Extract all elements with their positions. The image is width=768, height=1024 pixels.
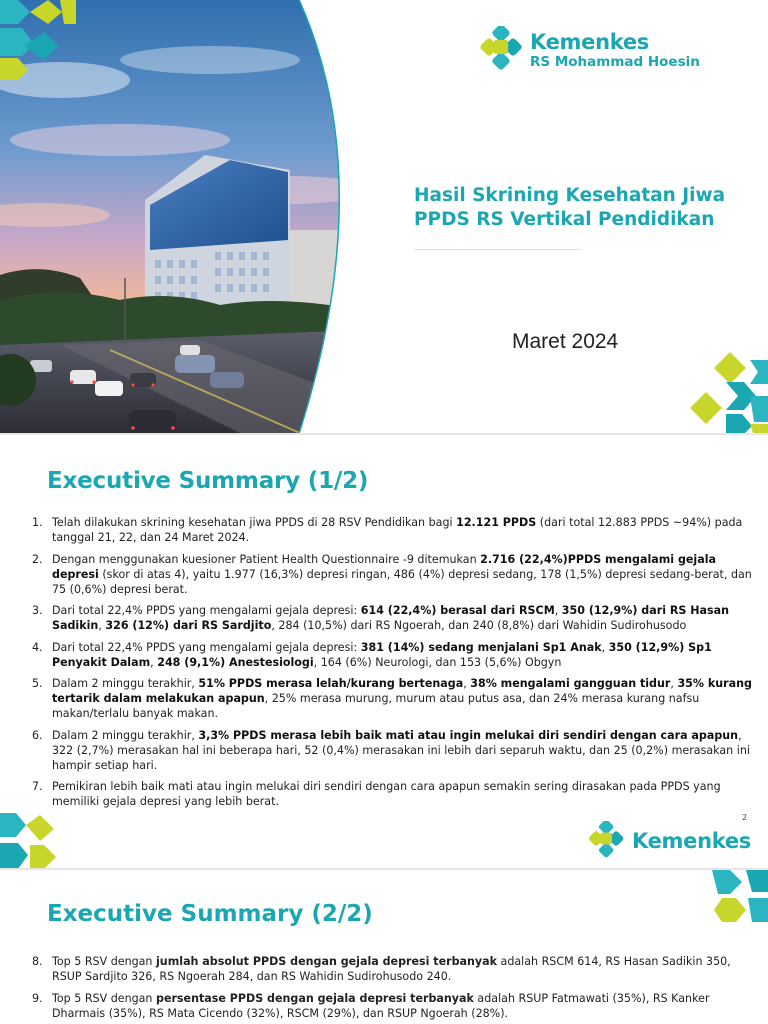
slide-title: Executive Summary (1/2): [47, 468, 369, 494]
item-text-run: ,: [463, 677, 471, 690]
item-text-bold: 51% PPDS merasa lelah/kurang bertenaga: [198, 677, 464, 690]
item-text-bold: 350 (12,9%) dari RS Hasan Sadikin: [52, 604, 730, 632]
item-number: 6.: [32, 728, 43, 742]
item-text: [52, 954, 754, 984]
kemenkes-logo: [480, 26, 700, 74]
item-number: 2.: [32, 552, 43, 566]
summary-list: [28, 515, 754, 816]
hospital-building-photo: [0, 0, 360, 433]
item-text-run: , 25% merasa murung, murum atau putus asa, dan 24% merasa kurang nafsu makan/terlalu banyak makan.: [52, 692, 700, 720]
item-text: [52, 603, 754, 633]
summary-item: [28, 779, 754, 809]
item-text-run: Top 5 RSV dengan: [52, 955, 156, 968]
item-number: 9.: [32, 991, 43, 1005]
item-number: 8.: [32, 955, 43, 968]
item-text-run: ,: [98, 619, 106, 632]
logo-title: Kemenkes: [632, 829, 751, 853]
item-text: [52, 676, 754, 721]
title-line-1: Hasil Skrining Kesehatan Jiwa: [414, 185, 726, 206]
item-text-bold: 2.716 (22,4%)PPDS mengalami gejala depresi: [52, 552, 717, 581]
summary-item: [28, 640, 754, 670]
item-text: [52, 552, 754, 597]
item-text: [52, 640, 754, 670]
item-text-run: (skor di atas 4), yaitu 1.977 (16,3%) depresi ringan, 486 (4%) depresi sedang, 178 (1,5%) depresi sedang-berat, dan 75 (0,6%) depresi berat.: [52, 567, 752, 596]
item-text-bold: jumlah absolut PPDS dengan gejala depresi terbanyak: [156, 955, 497, 968]
item-text: [52, 779, 754, 809]
item-text-run: Dalam 2 minggu terakhir,: [52, 728, 199, 742]
item-number: 5.: [32, 677, 43, 690]
item-text-run: (dari total 12.883 PPDS ~94%) pada tanggal 21, 22, dan 24 Maret 2024.: [52, 516, 743, 544]
summary-item: [28, 991, 754, 1021]
title-divider: [414, 249, 582, 250]
kemenkes-logo-icon: [480, 26, 524, 74]
item-text-run: Dari total 22,4% PPDS yang mengalami gejala depresi:: [52, 640, 361, 654]
item-text-run: , 322 (2,7%) merasakan hal ini beberapa hari, 52 (0,4%) merasakan ini lebih dari separuh waktu, dan 25 (0,2%) merasakan ini hampir setiap hari.: [52, 728, 750, 772]
item-text-run: ,: [670, 677, 678, 690]
item-text: [52, 515, 754, 545]
item-text-run: Dengan menggunakan kuesioner Patient Health Questionnaire -9 ditemukan: [52, 552, 481, 566]
kemenkes-logo-icon: [588, 821, 626, 861]
item-text-bold: 38% mengalami gangguan tidur: [470, 677, 671, 690]
item-text-bold: 3,3% PPDS merasa lebih baik mati atau ingin melukai diri sendiri dengan cara apapun: [198, 728, 739, 742]
executive-summary-slide-1: [0, 433, 768, 868]
item-text-run: Dalam 2 minggu terakhir,: [52, 677, 199, 690]
item-text-bold: 12.121 PPDS: [456, 516, 537, 529]
executive-summary-slide-2: [0, 868, 768, 1024]
item-text-run: Telah dilakukan skrining kesehatan jiwa PPDS di 28 RSV Pendidikan bagi: [52, 516, 457, 529]
item-text-run: Top 5 RSV dengan: [52, 991, 156, 1005]
item-text: [52, 991, 754, 1021]
slide-title: Executive Summary (2/2): [47, 901, 373, 927]
item-text-bold: 326 (12%) dari RS Sardjito: [105, 619, 272, 632]
item-text-run: ,: [554, 604, 562, 617]
deco-pattern-icon: [712, 870, 768, 922]
deco-pattern-icon: [690, 352, 768, 433]
item-text-run: ,: [150, 655, 158, 669]
item-text-run: , 164 (6%) Neurologi, dan 153 (5,6%) Obgyn: [313, 655, 562, 669]
summary-item: [28, 954, 754, 984]
item-number: 3.: [32, 604, 43, 617]
summary-list: [28, 954, 754, 1024]
logo-subtitle: RS Mohammad Hoesin: [530, 53, 700, 70]
summary-item: [28, 676, 754, 721]
summary-item: [28, 515, 754, 545]
title-slide: [0, 0, 768, 433]
summary-item: [28, 552, 754, 597]
item-text-run: Dari total 22,4% PPDS yang mengalami gejala depresi:: [52, 604, 361, 617]
item-number: 1.: [32, 516, 43, 529]
item-text-bold: persentase PPDS dengan gejala depresi terbanyak: [156, 991, 474, 1005]
item-text-run: Pemikiran lebih baik mati atau ingin melukai diri sendiri dengan cara apapun semakin sering dirasakan pada PPDS yang memiliki gejala depresi yang lebih berat.: [52, 780, 721, 808]
summary-item: [28, 603, 754, 633]
item-text-bold: 614 (22,4%) berasal dari RSCM: [360, 604, 555, 617]
title-line-2: PPDS RS Vertikal Pendidikan: [414, 209, 715, 231]
item-text-bold: 350 (12,9%) Sp1 Penyakit Dalam: [52, 640, 712, 669]
item-text: [52, 728, 754, 773]
item-text-bold: 35% kurang tertarik dalam melakukan apapun: [52, 677, 752, 705]
item-number: 4.: [32, 640, 43, 654]
item-text-bold: 248 (9,1%) Anestesiologi: [157, 655, 314, 669]
summary-item: [28, 728, 754, 773]
item-text-run: ,: [601, 640, 609, 654]
page-number: 2: [742, 813, 748, 822]
item-text-run: , 284 (10,5%) dari RS Ngoerah, dan 240 (8,8%) dari Wahidin Sudirohusodo: [271, 619, 687, 632]
kemenkes-logo: [588, 821, 751, 861]
deco-pattern-icon: [0, 813, 56, 868]
item-number: 7.: [32, 780, 43, 793]
logo-title: Kemenkes: [530, 29, 649, 54]
item-text-run: adalah RSCM 614, RS Hasan Sadikin 350, RSUP Sardjito 326, RS Ngoerah 284, dan RS Wahidin Sudirohusodo 240.: [52, 955, 731, 983]
item-text-bold: 381 (14%) sedang menjalani Sp1 Anak: [360, 640, 602, 654]
presentation-date: Maret 2024: [512, 330, 619, 353]
presentation-title: [414, 184, 754, 232]
item-text-run: adalah RSUP Fatmawati (35%), RS Kanker Dharmais (35%), RS Mata Cicendo (32%), RSCM (29%), dan RSUP Ngoerah (28%).: [52, 991, 710, 1020]
